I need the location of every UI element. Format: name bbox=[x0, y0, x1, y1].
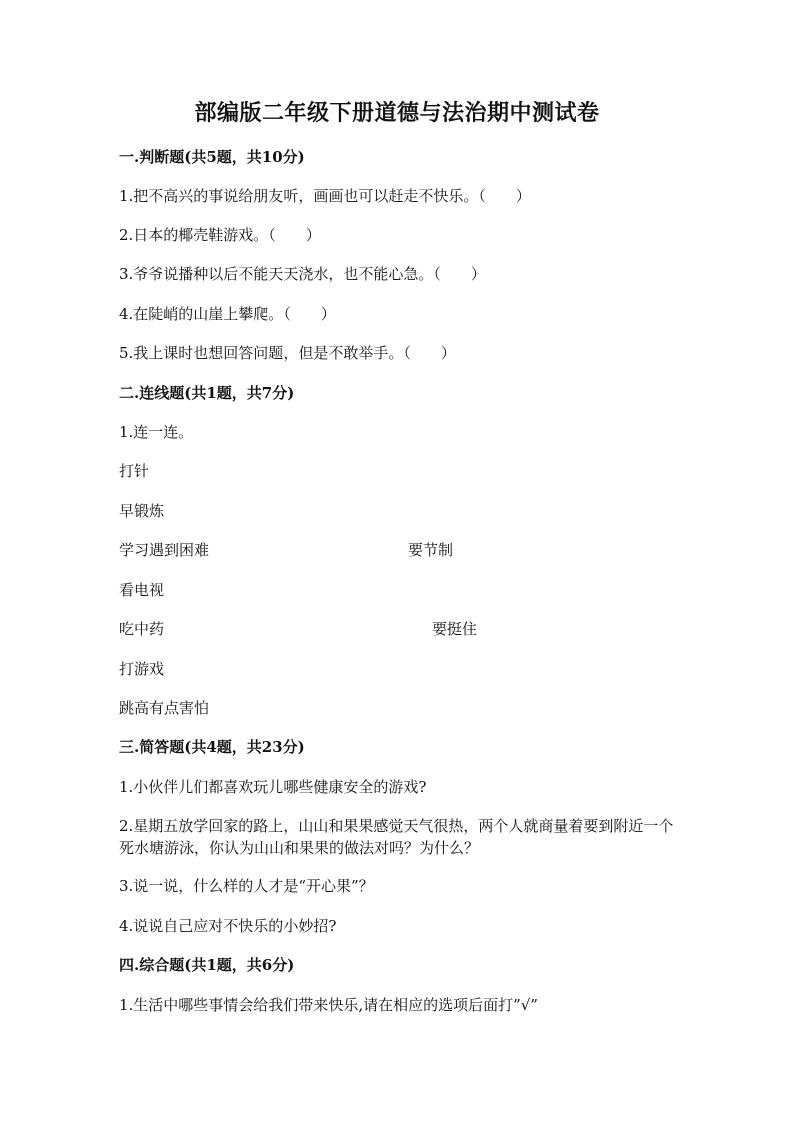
question-item: 1.生活中哪些事情会给我们带来快乐,请在相应的选项后面打”√” bbox=[119, 996, 538, 1014]
match-left-item: 早锻炼 bbox=[119, 502, 165, 520]
question-item: 4.在陡峭的山崖上攀爬。（ ） bbox=[119, 305, 336, 323]
section-heading-short-answer: 三.简答题(共4题，共23分) bbox=[119, 738, 305, 756]
question-item: 2.日本的椰壳鞋游戏。（ ） bbox=[119, 226, 321, 244]
match-right-item: 要节制 bbox=[408, 541, 454, 559]
match-left-item: 打游戏 bbox=[119, 660, 165, 678]
match-left-item: 学习遇到困难 bbox=[119, 541, 210, 559]
question-item: 5.我上课时也想回答问题，但是不敢举手。（ ） bbox=[119, 344, 456, 362]
match-left-item: 跳高有点害怕 bbox=[119, 699, 210, 717]
question-item: 1.小伙伴儿们都喜欢玩儿哪些健康安全的游戏? bbox=[119, 778, 427, 796]
question-item: 2.星期五放学回家的路上，山山和果果感觉天气很热，两个人就商量着要到附近一个死水塘游泳，你认为山山和果果的做法对吗？为什么？ bbox=[119, 817, 674, 857]
question-item: 3.说一说，什么样的人才是“开心果”？ bbox=[119, 877, 374, 895]
section-heading-matching: 二.连线题(共1题，共7分) bbox=[119, 384, 295, 402]
match-left-item: 吃中药 bbox=[119, 620, 165, 638]
match-left-item: 打针 bbox=[119, 462, 150, 480]
match-left-item: 看电视 bbox=[119, 581, 165, 599]
section-heading-comprehensive: 四.综合题(共1题，共6分) bbox=[119, 956, 295, 974]
question-item: 3.爷爷说播种以后不能天天浇水，也不能心急。（ ） bbox=[119, 265, 486, 283]
question-item: 1.把不高兴的事说给朋友听，画画也可以赶走不快乐。（ ） bbox=[119, 187, 531, 205]
question-item: 4.说说自己应对不快乐的小妙招? bbox=[119, 917, 337, 935]
match-right-item: 要挺住 bbox=[432, 620, 478, 638]
section-heading-judgement: 一.判断题(共5题，共10分) bbox=[119, 148, 305, 166]
question-item: 1.连一连。 bbox=[119, 423, 194, 441]
page-title: 部编版二年级下册道德与法治期中测试卷 bbox=[194, 100, 600, 126]
